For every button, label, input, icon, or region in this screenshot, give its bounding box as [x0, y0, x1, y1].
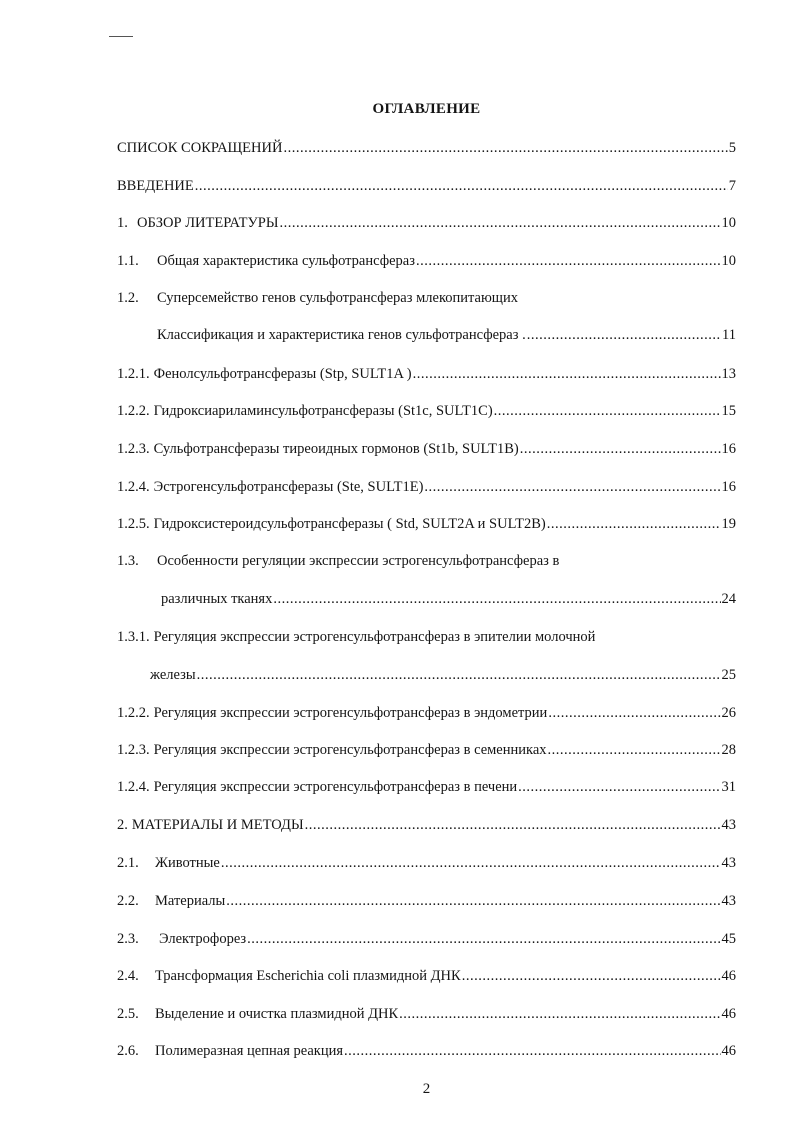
- toc-entry-number: 2.4.: [117, 968, 139, 984]
- toc-entry[interactable]: [117, 214, 736, 232]
- toc-leader: [548, 741, 721, 759]
- page-title: ОГЛАВЛЕНИЕ: [372, 101, 481, 117]
- toc-entry-number: 1.1.: [117, 253, 139, 269]
- toc-entry[interactable]: [117, 552, 559, 570]
- toc-entry[interactable]: [117, 365, 736, 383]
- toc-entry[interactable]: [161, 590, 736, 608]
- toc-entry[interactable]: [117, 741, 736, 759]
- toc-entry-text: железы: [150, 667, 196, 683]
- toc-entry[interactable]: [117, 628, 595, 646]
- toc-entry-page: 43: [721, 817, 736, 833]
- toc-entry[interactable]: [117, 967, 736, 985]
- toc-entry[interactable]: [117, 139, 736, 157]
- toc-entry-number: 1.2.3.: [117, 742, 150, 758]
- toc-entry-text: Полимеразная цепная реакция: [155, 1043, 344, 1059]
- toc-entry-page: 43: [721, 855, 736, 871]
- toc-entry[interactable]: [117, 930, 736, 948]
- toc-entry[interactable]: [117, 704, 736, 722]
- toc-entry-text: Выделение и очистка плазмидной ДНК: [155, 1006, 399, 1022]
- toc-leader: [273, 590, 720, 608]
- toc-leader: [462, 967, 721, 985]
- toc-entry-text: Суперсемейство генов сульфотрансфераз млекопитающих: [157, 290, 518, 306]
- toc-leader: [520, 440, 721, 458]
- toc-entry[interactable]: [157, 326, 736, 344]
- toc-entry-page: 15: [721, 403, 736, 419]
- toc-entry-page: 28: [721, 742, 736, 758]
- toc-entry-number: 2.1.: [117, 855, 139, 871]
- toc-entry-page: 16: [721, 441, 736, 457]
- toc-entry-page: 5: [728, 140, 736, 156]
- toc-leader: [518, 778, 720, 796]
- toc-entry-number: 2.: [117, 817, 128, 833]
- toc-leader: [527, 326, 721, 344]
- toc-entry-text: Фенолсульфотрансферазы (Stp, SULT1A ): [153, 366, 412, 382]
- toc-entry-text: СПИСОК СОКРАЩЕНИЙ: [117, 140, 283, 156]
- toc-leader: [494, 402, 721, 420]
- toc-entry[interactable]: [117, 478, 736, 496]
- toc-entry-text: Гидроксиариламинсульфотрансферазы (St1c, SULT1C): [153, 403, 493, 419]
- toc-leader: [247, 930, 720, 948]
- toc-entry-number: 2.2.: [117, 893, 139, 909]
- toc-entry-number: 1.: [117, 215, 128, 231]
- toc-entry-page: 46: [721, 968, 736, 984]
- toc-leader: [416, 252, 721, 270]
- page-number: 2: [422, 1081, 431, 1097]
- toc-entry-text: Регуляция экспрессии эстрогенсульфотрансфераз в эпителии молочной: [153, 629, 596, 645]
- toc-entry-text: Материалы: [155, 893, 226, 909]
- toc-entry-page: 10: [721, 253, 736, 269]
- toc-entry-text: Регуляция экспрессии эстрогенсульфотрансфераз в печени: [153, 779, 518, 795]
- toc-entry-page: 45: [721, 931, 736, 947]
- toc-leader: [399, 1005, 720, 1023]
- toc-entry-text: Регуляция экспрессии эстрогенсульфотрансфераз в эндометрии: [153, 705, 548, 721]
- toc-entry[interactable]: [117, 440, 736, 458]
- toc-entry-number: 1.2.4.: [117, 479, 150, 495]
- toc-entry-text: Животные: [155, 855, 220, 871]
- toc-entry[interactable]: [117, 177, 736, 195]
- toc-entry[interactable]: [117, 778, 736, 796]
- toc-leader: [305, 816, 721, 834]
- toc-entry-page: 26: [721, 705, 736, 721]
- toc-entry[interactable]: [117, 854, 736, 872]
- toc-entry-page: 24: [721, 591, 736, 607]
- toc-leader: [221, 854, 721, 872]
- toc-entry-page: 43: [721, 893, 736, 909]
- toc-entry[interactable]: [117, 515, 736, 533]
- toc-entry-text: Эстрогенсульфотрансферазы (Ste, SULT1E): [153, 479, 424, 495]
- toc-entry-page: 13: [721, 366, 736, 382]
- toc-leader: [279, 214, 720, 232]
- toc-leader: [344, 1042, 720, 1060]
- toc-entry-page: 46: [721, 1043, 736, 1059]
- toc-entry-page: 10: [721, 215, 736, 231]
- toc-entry-text: различных тканях: [161, 591, 273, 607]
- toc-entry-number: 1.2.2.: [117, 403, 150, 419]
- toc-entry-page: 19: [721, 516, 736, 532]
- toc-entry-text: ОБЗОР ЛИТЕРАТУРЫ: [137, 215, 279, 231]
- toc-entry-number: 1.2.5.: [117, 516, 150, 532]
- toc-entry-text: Особенности регуляции экспрессии эстрогенсульфотрансфераз в: [157, 553, 560, 569]
- toc-leader: [283, 139, 727, 157]
- toc-entry-text: Сульфотрансферазы тиреоидных гормонов (St1b, SULT1B): [153, 441, 519, 457]
- toc-entry-number: 1.3.1.: [117, 629, 150, 645]
- toc-leader: [547, 515, 721, 533]
- toc-entry-number: 1.2.: [117, 290, 139, 306]
- toc-entry-text: Гидроксистероидсульфотрансферазы ( Std, SULT2A и SULT2B): [153, 516, 546, 532]
- toc-entry-text: Трансформация Escherichia coli плазмидной ДНК: [155, 968, 461, 984]
- toc-entry-text: Классификация и характеристика генов сульфотрансфераз .: [157, 327, 526, 343]
- toc-entry-number: 1.2.4.: [117, 779, 150, 795]
- toc-entry-number: 1.3.: [117, 553, 139, 569]
- toc-entry[interactable]: [117, 892, 736, 910]
- toc-leader: [548, 704, 720, 722]
- toc-entry[interactable]: [117, 816, 736, 834]
- toc-leader: [197, 666, 721, 684]
- toc-entry[interactable]: [117, 252, 736, 270]
- toc-entry-number: 1.2.1.: [117, 366, 150, 382]
- toc-leader: [413, 365, 721, 383]
- toc-entry-page: 46: [721, 1006, 736, 1022]
- toc-entry[interactable]: [117, 289, 518, 307]
- toc-entry-page: 31: [721, 779, 736, 795]
- toc-entry-page: 11: [722, 327, 736, 343]
- toc-leader: [424, 478, 720, 496]
- toc-entry-text: МАТЕРИАЛЫ И МЕТОДЫ: [131, 817, 304, 833]
- toc-entry-text: Общая характеристика сульфотрансфераз: [157, 253, 415, 269]
- toc-entry[interactable]: [117, 402, 736, 420]
- toc-leader: [226, 892, 720, 910]
- toc-entry-page: 16: [721, 479, 736, 495]
- toc-entry-text: Электрофорез: [159, 931, 247, 947]
- toc-entry-number: 1.2.2.: [117, 705, 150, 721]
- toc-entry-text: ВВЕДЕНИЕ: [117, 178, 194, 194]
- toc-entry-text: Регуляция экспрессии эстрогенсульфотрансфераз в семенниках: [153, 742, 547, 758]
- toc-entry-number: 2.6.: [117, 1043, 139, 1059]
- toc-entry-number: 2.3.: [117, 931, 139, 947]
- toc-entry[interactable]: [117, 1042, 736, 1060]
- toc-entry-page: 7: [728, 178, 736, 194]
- toc-leader: [195, 177, 728, 195]
- toc-entry[interactable]: [117, 1005, 736, 1023]
- toc-entry-number: 1.2.3.: [117, 441, 150, 457]
- toc-entry-number: 2.5.: [117, 1006, 139, 1022]
- toc-entry[interactable]: [150, 666, 736, 684]
- toc-entry-page: 25: [721, 667, 736, 683]
